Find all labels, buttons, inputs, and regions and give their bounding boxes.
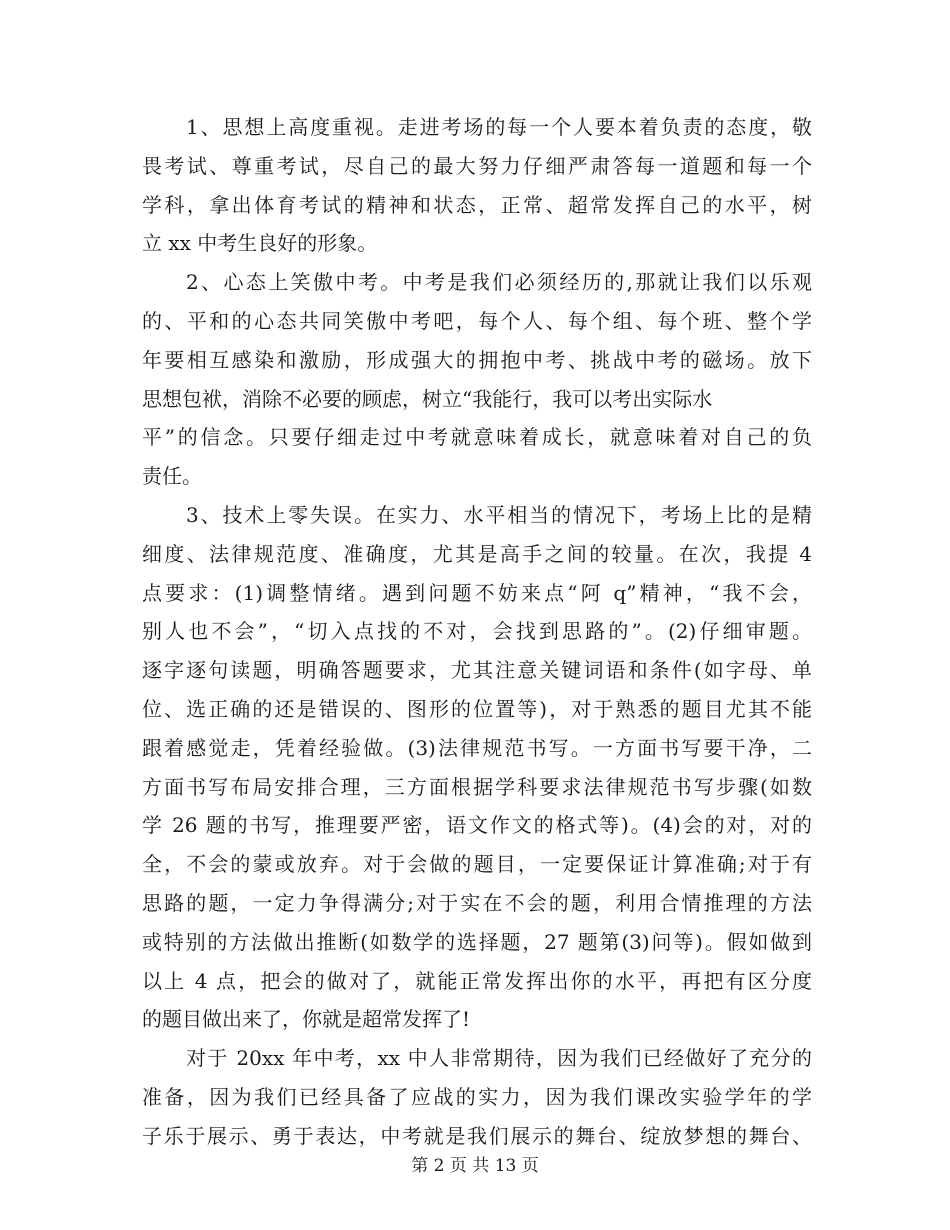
paragraph-1-line-3: 学科，拿出体育考试的精神和状态，正常、超常发挥自己的水平，树 [142, 192, 812, 217]
paragraph-3-line-8: 方面书写布局安排合理，三方面根据学科要求法律规范书写步骤(如数 [142, 774, 812, 799]
paragraph-2-line-4: 思想包袱，消除不必要的顾虑，树立“我能行，我可以考出实际水 [142, 386, 713, 411]
paragraph-3-line-2: 细度、法律规范度、准确度，尤其是高手之间的较量。在次，我提 4 [142, 541, 812, 566]
paragraph-4-line-3: 子乐于展示、勇于表达，中考就是我们展示的舞台、绽放梦想的舞台、 [142, 1123, 812, 1148]
paragraph-2-line-2: 的、平和的心态共同笑傲中考吧，每个人、每个组、每个班、整个学 [142, 308, 812, 333]
paragraph-4-line-2: 准备，因为我们已经具备了应战的实力，因为我们课改实验学年的学 [142, 1084, 812, 1109]
paragraph-1-line-4: 立 xx 中考生良好的形象。 [142, 231, 378, 256]
page-number-footer: 第 2 页 共 13 页 [411, 1156, 539, 1176]
paragraph-1-line-2: 畏考试、尊重考试，尽自己的最大努力仔细严肃答每一道题和每一个 [142, 153, 812, 178]
paragraph-3-line-12: 或特别的方法做出推断(如数学的选择题，27 题第(3)问等)。假如做到 [142, 929, 812, 954]
body-text [142, 108, 812, 1156]
paragraph-1-line-1: 1、思想上高度重视。走进考场的每一个人要本着负责的态度，敬 [186, 115, 812, 139]
paragraph-3-line-6: 位、选正确的还是错误的、图形的位置等)，对于熟悉的题目尤其不能 [142, 696, 812, 721]
paragraph-3-line-14: 的题目做出来了，你就是超常发挥了! [142, 1007, 471, 1032]
paragraph-4-line-1: 对于 20xx 年中考，xx 中人非常期待，因为我们已经做好了充分的 [186, 1046, 812, 1071]
paragraph-3-line-3: 点要求：(1)调整情绪。遇到问题不妨来点“阿 q”精神，“我不会， [142, 580, 812, 605]
paragraph-2-line-3: 年要相互感染和激励，形成强大的拥抱中考、挑战中考的磁场。放下 [142, 347, 812, 372]
paragraph-3-line-13: 以上 4 点，把会的做对了，就能正常发挥出你的水平，再把有区分度 [142, 968, 812, 993]
paragraph-2-line-6: 责任。 [142, 464, 202, 489]
paragraph-2-line-5: 平”的信念。只要仔细走过中考就意味着成长，就意味着对自己的负 [142, 425, 812, 450]
paragraph-3-line-1: 3、技术上零失误。在实力、水平相当的情况下，考场上比的是精 [186, 502, 812, 527]
paragraph-3-line-4: 别人也不会”，“切入点找的不对，会找到思路的”。(2)仔细审题。 [142, 619, 812, 644]
paragraph-3-line-11: 思路的题，一定力争得满分;对于实在不会的题，利用合情推理的方法 [142, 890, 812, 915]
paragraph-3-line-10: 全，不会的蒙或放弃。对于会做的题目，一定要保证计算准确;对于有 [142, 852, 812, 877]
paragraph-3-line-9: 学 26 题的书写，推理要严密，语文作文的格式等)。(4)会的对，对的 [142, 813, 812, 838]
paragraph-2-line-1: 2、心态上笑傲中考。中考是我们必须经历的,那就让我们以乐观 [186, 270, 812, 295]
paragraph-3-line-7: 跟着感觉走，凭着经验做。(3)法律规范书写。一方面书写要干净，二 [142, 735, 812, 760]
paragraph-3-line-5: 逐字逐句读题，明确答题要求，尤其注意关键词语和条件(如字母、单 [142, 658, 812, 683]
